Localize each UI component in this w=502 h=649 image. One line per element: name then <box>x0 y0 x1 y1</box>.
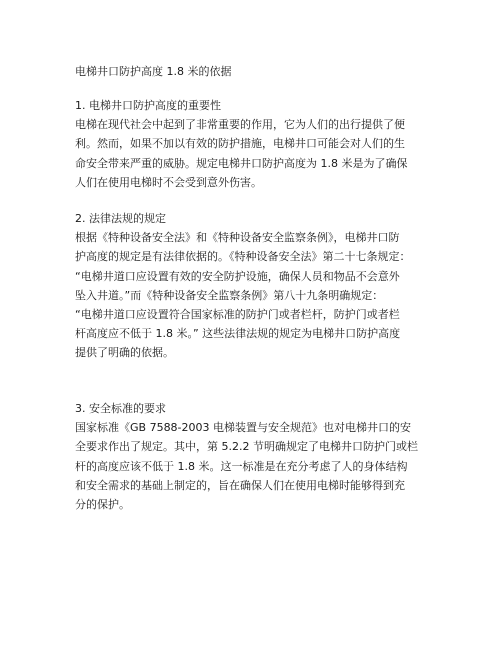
paragraph-line: 人们在使用电梯时不会受到意外伤害。 <box>75 175 262 189</box>
paragraph-line: 全要求作出了规定。其中，第 5.2.2 节明确规定了电梯井口防护门或栏 <box>75 440 418 454</box>
paragraph-line: 电梯在现代社会中起到了非常重要的作用，它为人们的出行提供了便 <box>75 118 405 132</box>
paragraph-line: “电梯井道口应设置符合国家标准的防护门或者栏杆，防护门或者栏 <box>75 307 400 321</box>
section-heading: 2. 法律法规的规定 <box>75 212 166 225</box>
paragraph-line: 命安全带来严重的威胁。规定电梯井口防护高度为 1.8 米是为了确保 <box>75 156 408 170</box>
paragraph-line: 根据《特种设备安全法》和《特种设备安全监察条例》，电梯井口防 <box>75 231 400 245</box>
paragraph-line: 国家标准《GB 7588-2003 电梯装置与安全规范》也对电梯井口的安 <box>75 421 412 435</box>
paragraph-line: 利。然而，如果不加以有效的防护措施，电梯井口可能会对人们的生 <box>75 137 405 151</box>
paragraph-line: “电梯井道口应设置有效的安全防护设施，确保人员和物品不会意外 <box>75 269 400 283</box>
paragraph-line: 杆的高度应该不低于 1.8 米。这一标准是在充分考虑了人的身体结构 <box>75 459 408 473</box>
section-standards <box>75 399 475 514</box>
section-importance <box>75 96 475 192</box>
paragraph-line: 提供了明确的依据。 <box>75 346 174 360</box>
section-heading: 3. 安全标准的要求 <box>75 402 166 415</box>
paragraph-line: 坠入井道。”而《特种设备安全监察条例》第八十九条明确规定： <box>75 288 384 302</box>
paragraph-line: 和安全需求的基础上制定的，旨在确保人们在使用电梯时能够得到充 <box>75 478 405 492</box>
section-heading: 1. 电梯井口防护高度的重要性 <box>75 99 221 112</box>
paragraph-line: 护高度的规定是有法律依据的。《特种设备安全法》第二十七条规定： <box>75 250 411 264</box>
paragraph-line: 杆高度应不低于 1.8 米。” 这些法律法规的规定为电梯井口防护高度 <box>75 327 401 341</box>
paragraph-line: 分的保护。 <box>75 497 130 511</box>
section-laws <box>75 209 475 363</box>
document-title: 电梯井口防护高度 1.8 米的依据 <box>75 65 232 78</box>
